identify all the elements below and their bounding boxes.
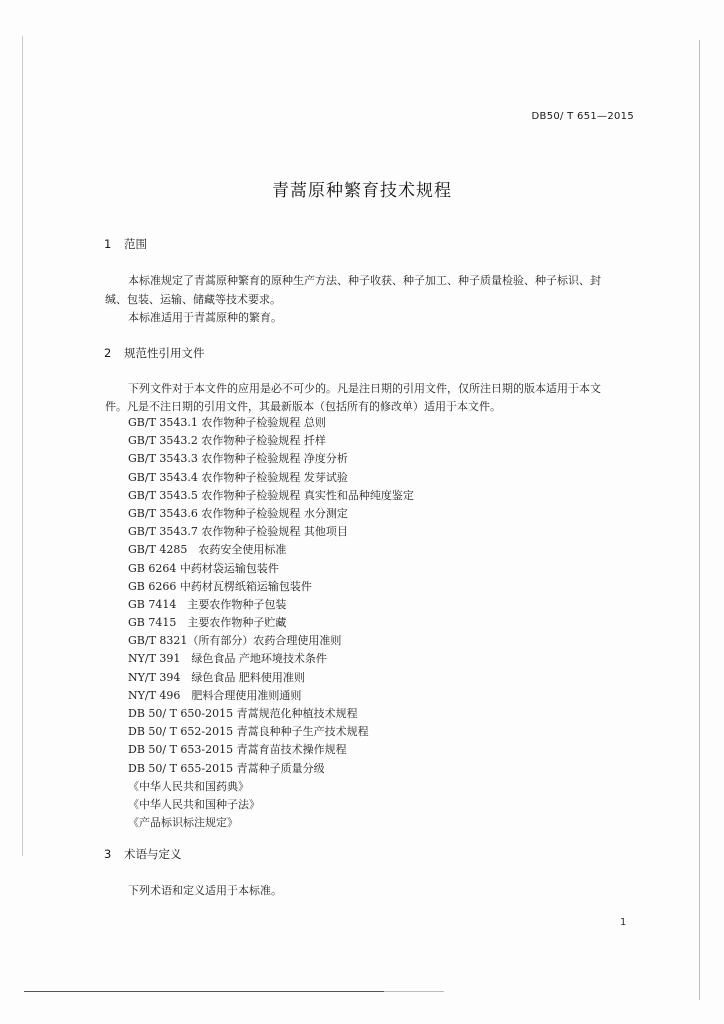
reference-item: GB/T 3543.4 农作物种子检验规程 发芽试验 <box>128 470 348 484</box>
section-title: 规范性引用文件 <box>124 346 205 360</box>
paragraph-line: 本标准适用于青蒿原种的繁育。 <box>128 311 282 324</box>
document-title: 青蒿原种繁育技术规程 <box>272 181 452 201</box>
reference-item: GB 6264 中药材袋运输包装件 <box>128 561 279 575</box>
page-number: 1 <box>620 917 627 928</box>
reference-item: NY/T 391 绿色食品 产地环境技术条件 <box>128 652 327 666</box>
reference-item: GB/T 3543.3 农作物种子检验规程 净度分析 <box>128 452 348 466</box>
standard-code: DB50/ T 651—2015 <box>531 111 634 122</box>
bottom-rule-tail <box>384 991 444 992</box>
reference-item: 《产品标识标注规定》 <box>128 816 238 830</box>
bottom-rule <box>24 991 384 992</box>
reference-item: 《中华人民共和国种子法》 <box>128 797 260 811</box>
reference-item: GB/T 4285 农药安全使用标准 <box>128 543 287 557</box>
paragraph-line: 缄、包装、运输、储藏等技术要求。 <box>105 293 281 306</box>
reference-item: GB/T 3543.7 农作物种子检验规程 其他项目 <box>128 525 348 539</box>
section-number: 3 <box>104 847 112 861</box>
reference-item: GB/T 3543.6 农作物种子检验规程 水分测定 <box>128 506 348 520</box>
reference-item: GB 6266 中药材瓦楞纸箱运输包装件 <box>128 579 312 593</box>
reference-item: GB/T 8321（所有部分）农药合理使用准则 <box>128 634 342 648</box>
reference-item: GB/T 3543.2 农作物种子检验规程 扦样 <box>128 434 326 448</box>
reference-item: DB 50/ T 650-2015 青蒿规范化种植技术规程 <box>128 707 358 720</box>
reference-item: GB/T 3543.5 农作物种子检验规程 真实性和品种纯度鉴定 <box>128 488 414 502</box>
reference-item: NY/T 394 绿色食品 肥料使用准则 <box>128 670 305 684</box>
reference-item: GB 7414 主要农作物种子包装 <box>128 597 287 611</box>
scan-edge-left <box>22 36 23 856</box>
section-title: 术语与定义 <box>124 847 182 861</box>
paragraph-line: 下列术语和定义适用于本标准。 <box>128 884 282 897</box>
reference-item: GB/T 3543.1 农作物种子检验规程 总则 <box>128 416 326 429</box>
reference-item: GB 7415 主要农作物种子贮藏 <box>128 616 287 630</box>
reference-item: 《中华人民共和国药典》 <box>128 779 249 793</box>
reference-item: DB 50/ T 655-2015 青蒿种子质量分级 <box>128 761 325 775</box>
reference-item: NY/T 496 肥料合理使用准则通则 <box>128 688 302 702</box>
section-3-heading <box>104 846 182 862</box>
reference-item: DB 50/ T 653-2015 青蒿育苗技术操作规程 <box>128 743 347 757</box>
paragraph-line: 下列文件对于本文件的应用是必不可少的。凡是注日期的引用文件，仅所注日期的版本适用于本文 <box>128 382 601 395</box>
section-number: 1 <box>104 237 112 251</box>
paragraph-line: 本标准规定了青蒿原种繁育的原种生产方法、种子收获、种子加工、种子质量检验、种子标识、封 <box>128 274 601 287</box>
normative-references-list <box>128 414 414 832</box>
section-2-heading <box>104 345 205 361</box>
section-number: 2 <box>104 346 112 360</box>
reference-item: DB 50/ T 652-2015 青蒿良种种子生产技术规程 <box>128 725 369 739</box>
paragraph-line: 件。凡是不注日期的引用文件，其最新版本（包括所有的修改单）适用于本文件。 <box>105 400 501 413</box>
section-title: 范围 <box>124 237 147 251</box>
section-1-heading <box>104 236 147 252</box>
